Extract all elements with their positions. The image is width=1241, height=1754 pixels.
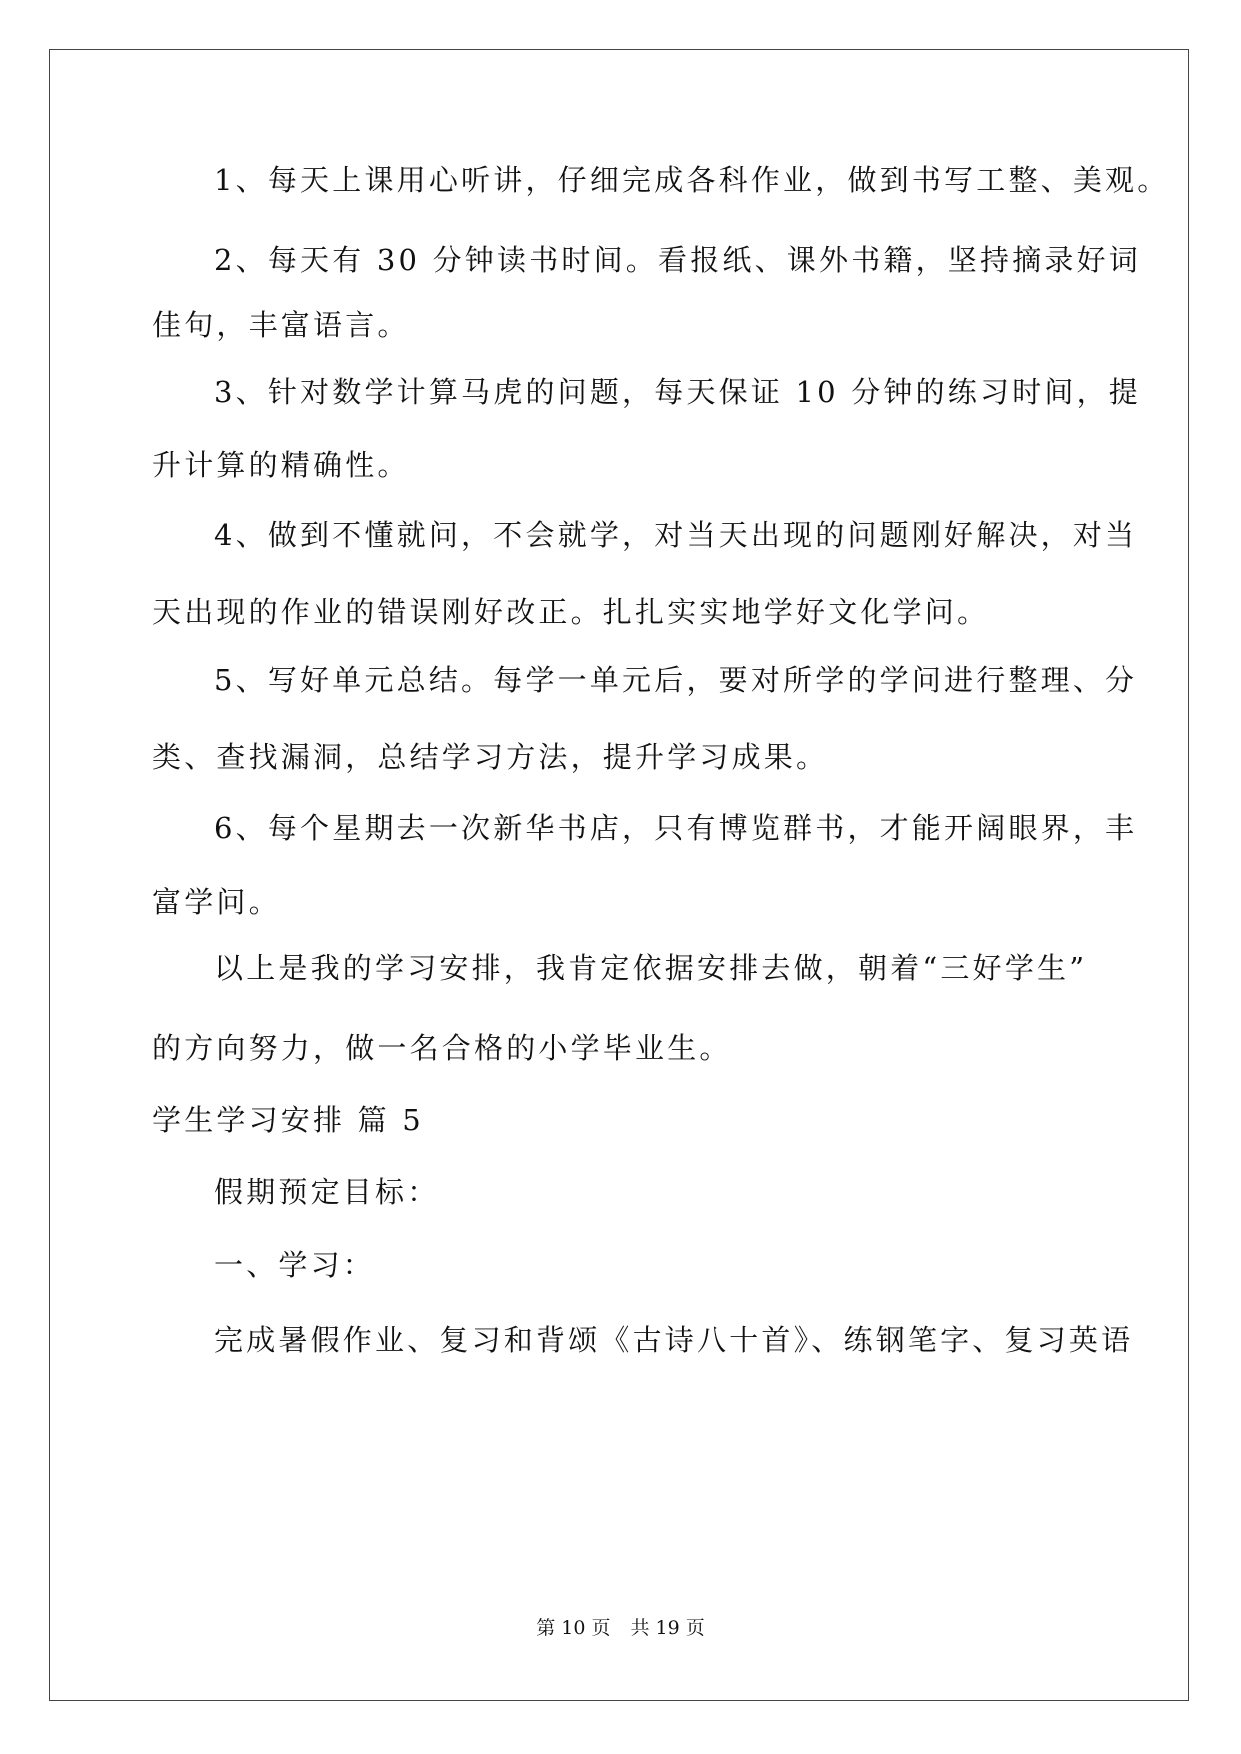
paragraph-line: 1、每天上课用心听讲，仔细完成各科作业，做到书写工整、美观。: [214, 163, 1170, 197]
section-heading: 学生学习安排 篇 5: [152, 1103, 424, 1137]
paragraph-line: 5、写好单元总结。每学一单元后，要对所学的学问进行整理、分: [214, 663, 1138, 697]
paragraph-line: 富学问。: [152, 885, 281, 919]
paragraph-line: 3、针对数学计算马虎的问题，每天保证 10 分钟的练习时间，提: [214, 375, 1141, 409]
paragraph-line: 完成暑假作业、复习和背颂《古诗八十首》、练钢笔字、复习英语: [214, 1323, 1134, 1357]
paragraph-line: 天出现的作业的错误刚好改正。扎扎实实地学好文化学问。: [152, 595, 990, 629]
paragraph-line: 的方向努力，做一名合格的小学毕业生。: [152, 1031, 732, 1065]
paragraph-line: 一、学习：: [214, 1248, 376, 1282]
paragraph-line: 2、每天有 30 分钟读书时间。看报纸、课外书籍，坚持摘录好词: [214, 243, 1141, 277]
paragraph-line: 佳句，丰富语言。: [152, 308, 410, 342]
paragraph-line: 6、每个星期去一次新华书店，只有博览群书，才能开阔眼界，丰: [214, 811, 1138, 845]
paragraph-line: 类、查找漏洞，总结学习方法，提升学习成果。: [152, 740, 829, 774]
paragraph-line: 以上是我的学习安排，我肯定依据安排去做，朝着“三好学生”: [214, 951, 1088, 985]
paragraph-line: 4、做到不懂就问，不会就学，对当天出现的问题刚好解决，对当: [214, 518, 1138, 552]
paragraph-line: 假期预定目标：: [214, 1175, 440, 1209]
page-footer: [0, 1616, 1241, 1640]
paragraph-line: 升计算的精确性。: [152, 448, 410, 482]
page-border: [49, 49, 1189, 1701]
page-number: 第 10 页: [536, 1617, 611, 1639]
page-total: 共 19 页: [630, 1617, 705, 1639]
